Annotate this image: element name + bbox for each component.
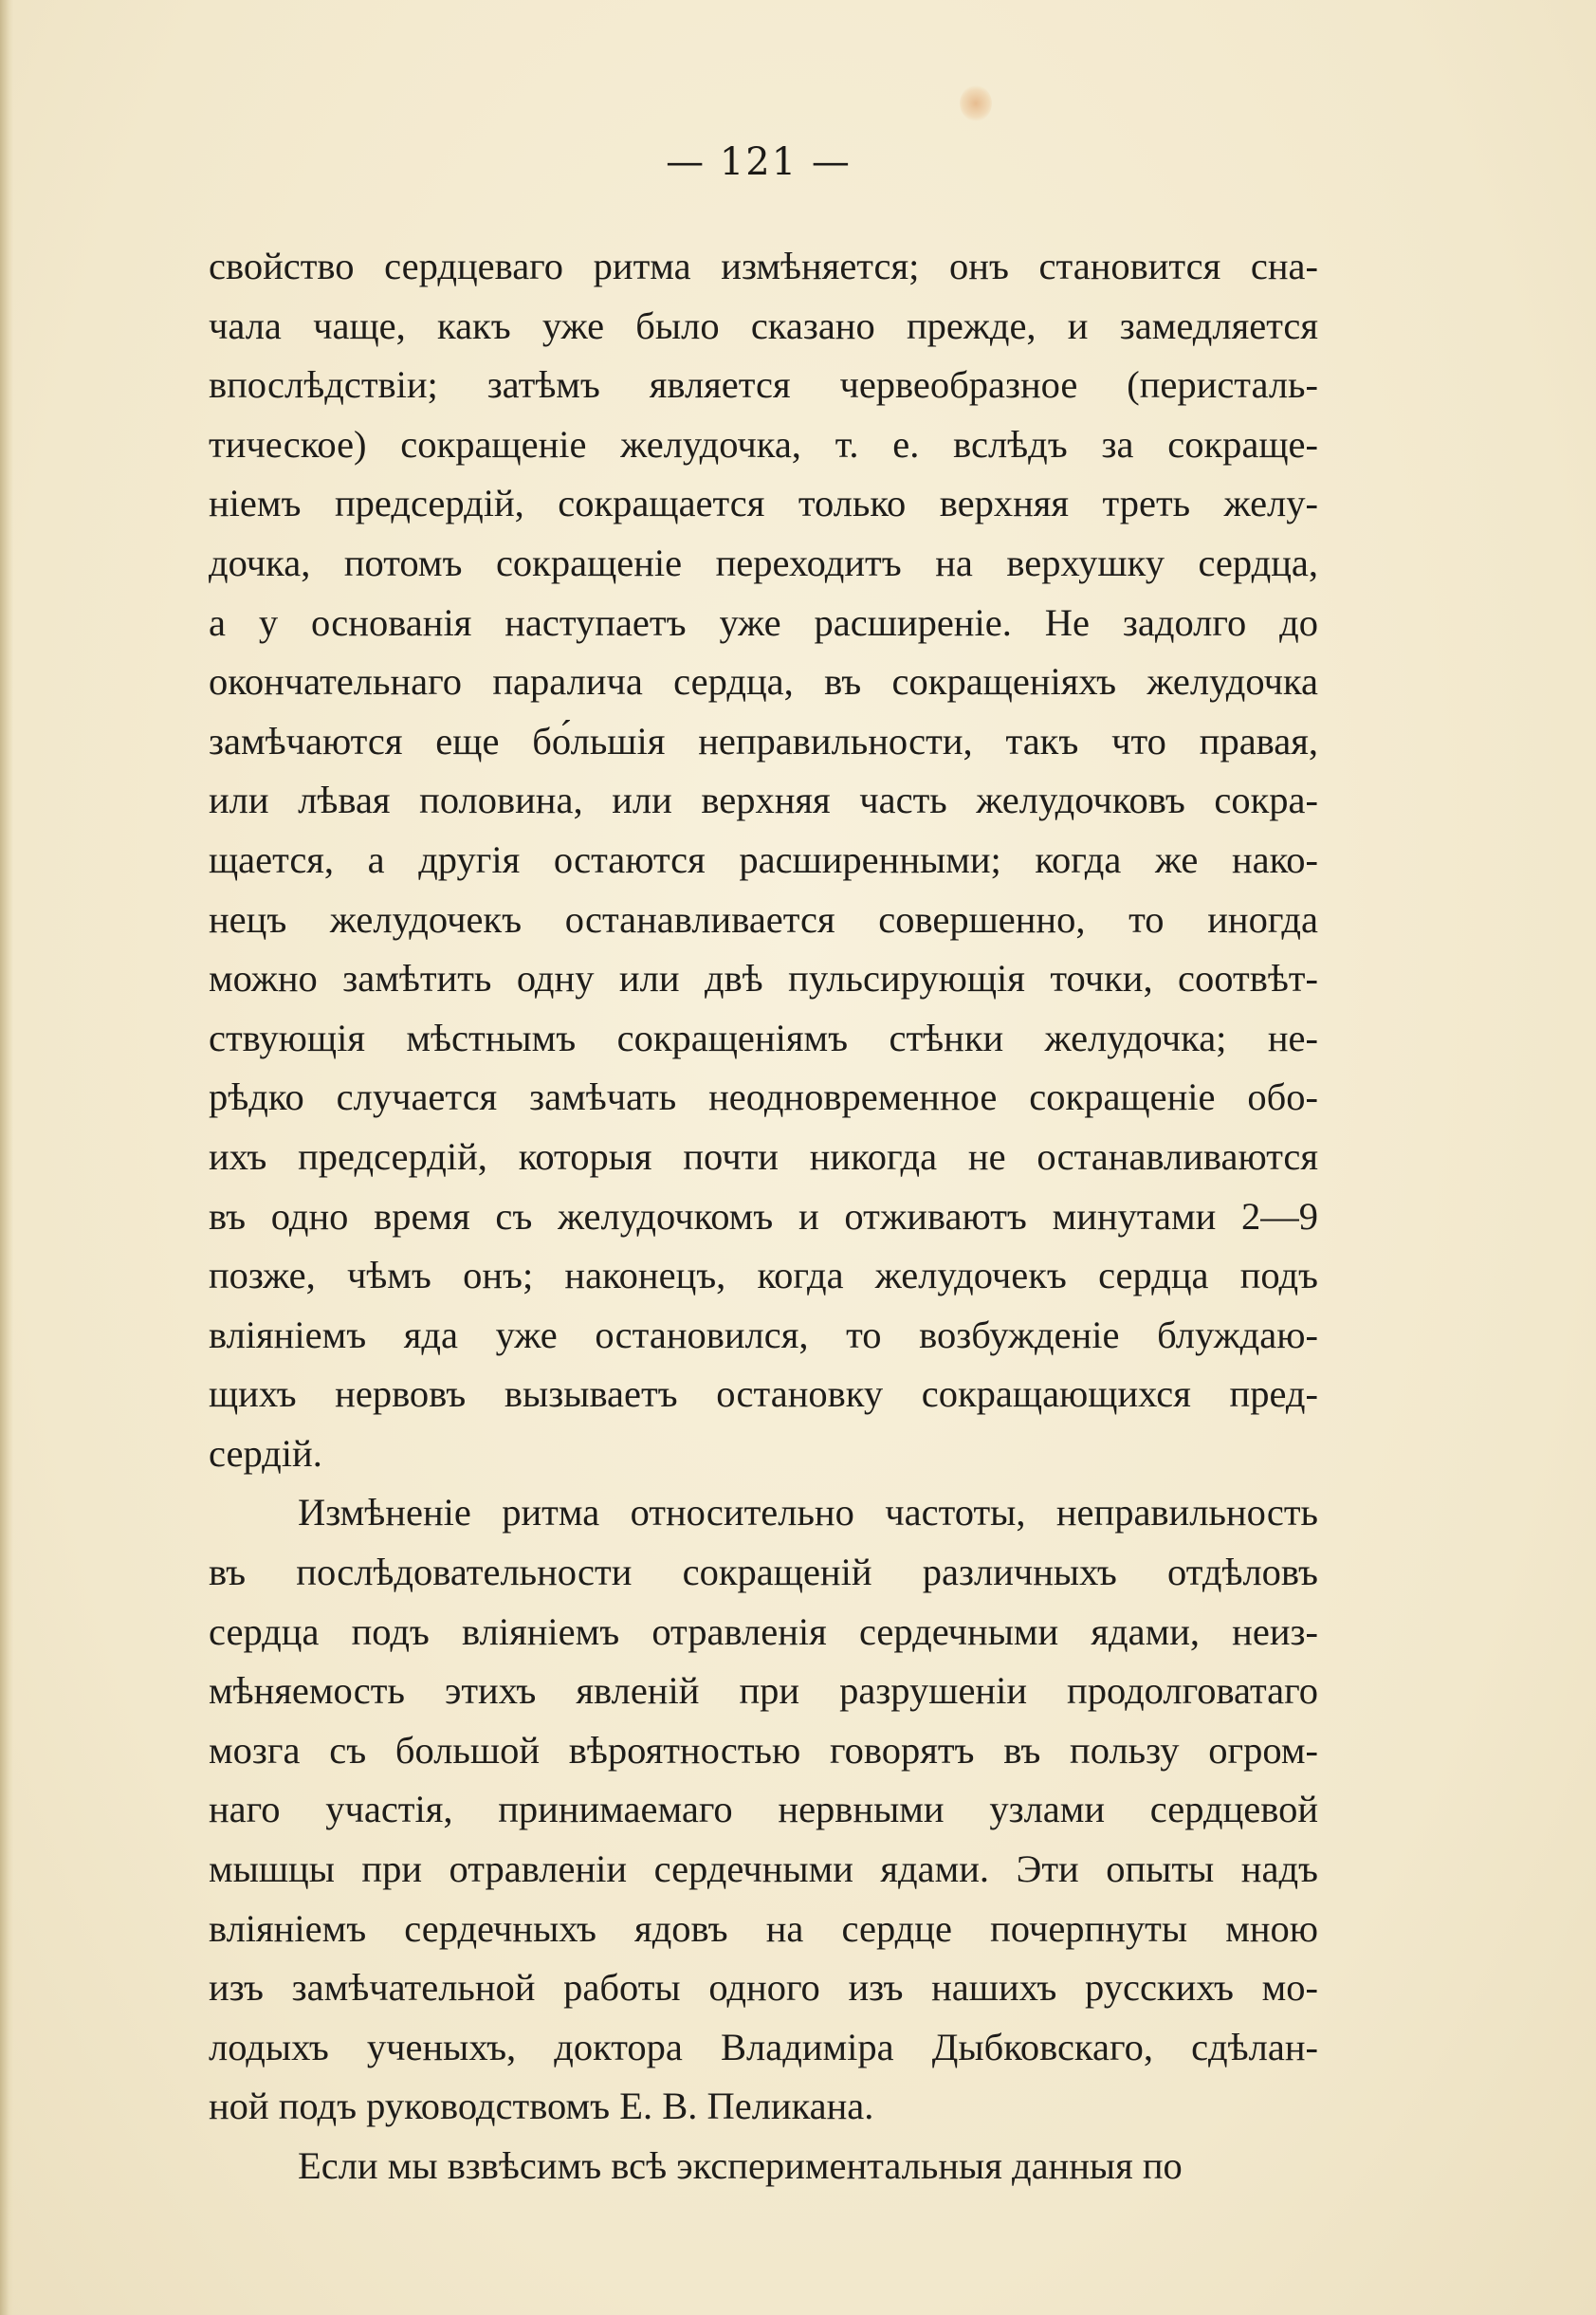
- text-line: ной подъ руководствомъ Е. В. Пеликана.: [209, 2085, 874, 2128]
- page-binding-edge: [0, 0, 13, 2315]
- text-line: Измѣненіе ритма относительно частоты, неправильность: [298, 1491, 1318, 1534]
- text-line: вліяніемъ яда уже остановился, то возбужденіе блуждаю-: [209, 1313, 1318, 1356]
- text-line: вліяніемъ сердечныхъ ядовъ на сердце почерпнуты мною: [209, 1906, 1318, 1950]
- text-line: тическое) сокращеніе желудочка, т. е. вслѣдъ за сокраще-: [209, 422, 1318, 466]
- text-line: можно замѣтить одну или двѣ пульсирующія точки, соотвѣт-: [209, 957, 1318, 1001]
- text-line: позже, чѣмъ онъ; наконецъ, когда желудочекъ сердца подъ: [209, 1254, 1318, 1297]
- paper-stain: [960, 85, 992, 121]
- text-line: впослѣдствіи; затѣмъ является червеобразное (перисталь-: [209, 363, 1318, 407]
- text-line: мозга съ большой вѣроятностью говорятъ въ пользу огром-: [209, 1728, 1318, 1772]
- text-line: сердій.: [209, 1431, 322, 1475]
- text-line: или лѣвая половина, или верхняя часть желудочковъ сокра-: [209, 779, 1318, 822]
- text-line: наго участія, принимаемаго нервными узлами сердцевой: [209, 1788, 1318, 1831]
- text-line: Если мы взвѣсимъ всѣ экспериментальныя данныя по: [298, 2144, 1183, 2187]
- page-number: — 121 —: [666, 140, 852, 184]
- text-line: изъ замѣчательной работы одного изъ нашихъ русскихъ мо-: [209, 1966, 1318, 2010]
- text-line: ихъ предсердій, которыя почти никогда не останавливаются: [209, 1134, 1318, 1178]
- text-line: дочка, потомъ сокращеніе переходитъ на верхушку сердца,: [209, 541, 1318, 584]
- text-line: рѣдко случается замѣчать неодновременное сокращеніе обо-: [209, 1075, 1318, 1119]
- text-line: въ одно время съ желудочкомъ и отживаютъ минутами 2—9: [209, 1194, 1318, 1238]
- text-line: щихъ нервовъ вызываетъ остановку сокращающихся пред-: [209, 1372, 1318, 1416]
- text-line: сердца подъ вліяніемъ отравленія сердечными ядами, неиз-: [209, 1609, 1318, 1653]
- text-line: щается, а другія остаются расширенными; когда же нако-: [209, 837, 1318, 881]
- text-line: замѣчаются еще бо́льшія неправильности, такъ что правая,: [209, 719, 1318, 762]
- text-line: а у основанія наступаетъ уже расширеніе. Не задолго до: [209, 600, 1318, 644]
- text-line: въ послѣдовательности сокращеній различныхъ отдѣловъ: [209, 1551, 1318, 1594]
- text-line: лодыхъ ученыхъ, доктора Владиміра Дыбковскаго, сдѣлан-: [209, 2025, 1318, 2068]
- body-text: [209, 237, 1318, 2196]
- text-line: ніемъ предсердій, сокращается только верхняя треть желу-: [209, 482, 1318, 525]
- text-line: мѣняемость этихъ явленій при разрушеніи продолговатаго: [209, 1669, 1318, 1713]
- text-line: окончательнаго паралича сердца, въ сокращеніяхъ желудочка: [209, 660, 1318, 704]
- text-line: мышцы при отравленіи сердечными ядами. Эти опыты надъ: [209, 1847, 1318, 1891]
- text-line: свойство сердцеваго ритма измѣняется; онъ становится сна-: [209, 245, 1318, 287]
- text-line: ствующія мѣстнымъ сокращеніямъ стѣнки желудочка; не-: [209, 1016, 1318, 1059]
- text-line: нецъ желудочекъ останавливается совершенно, то иногда: [209, 897, 1318, 941]
- text-line: чала чаще, какъ уже было сказано прежде, и замедляется: [209, 303, 1318, 347]
